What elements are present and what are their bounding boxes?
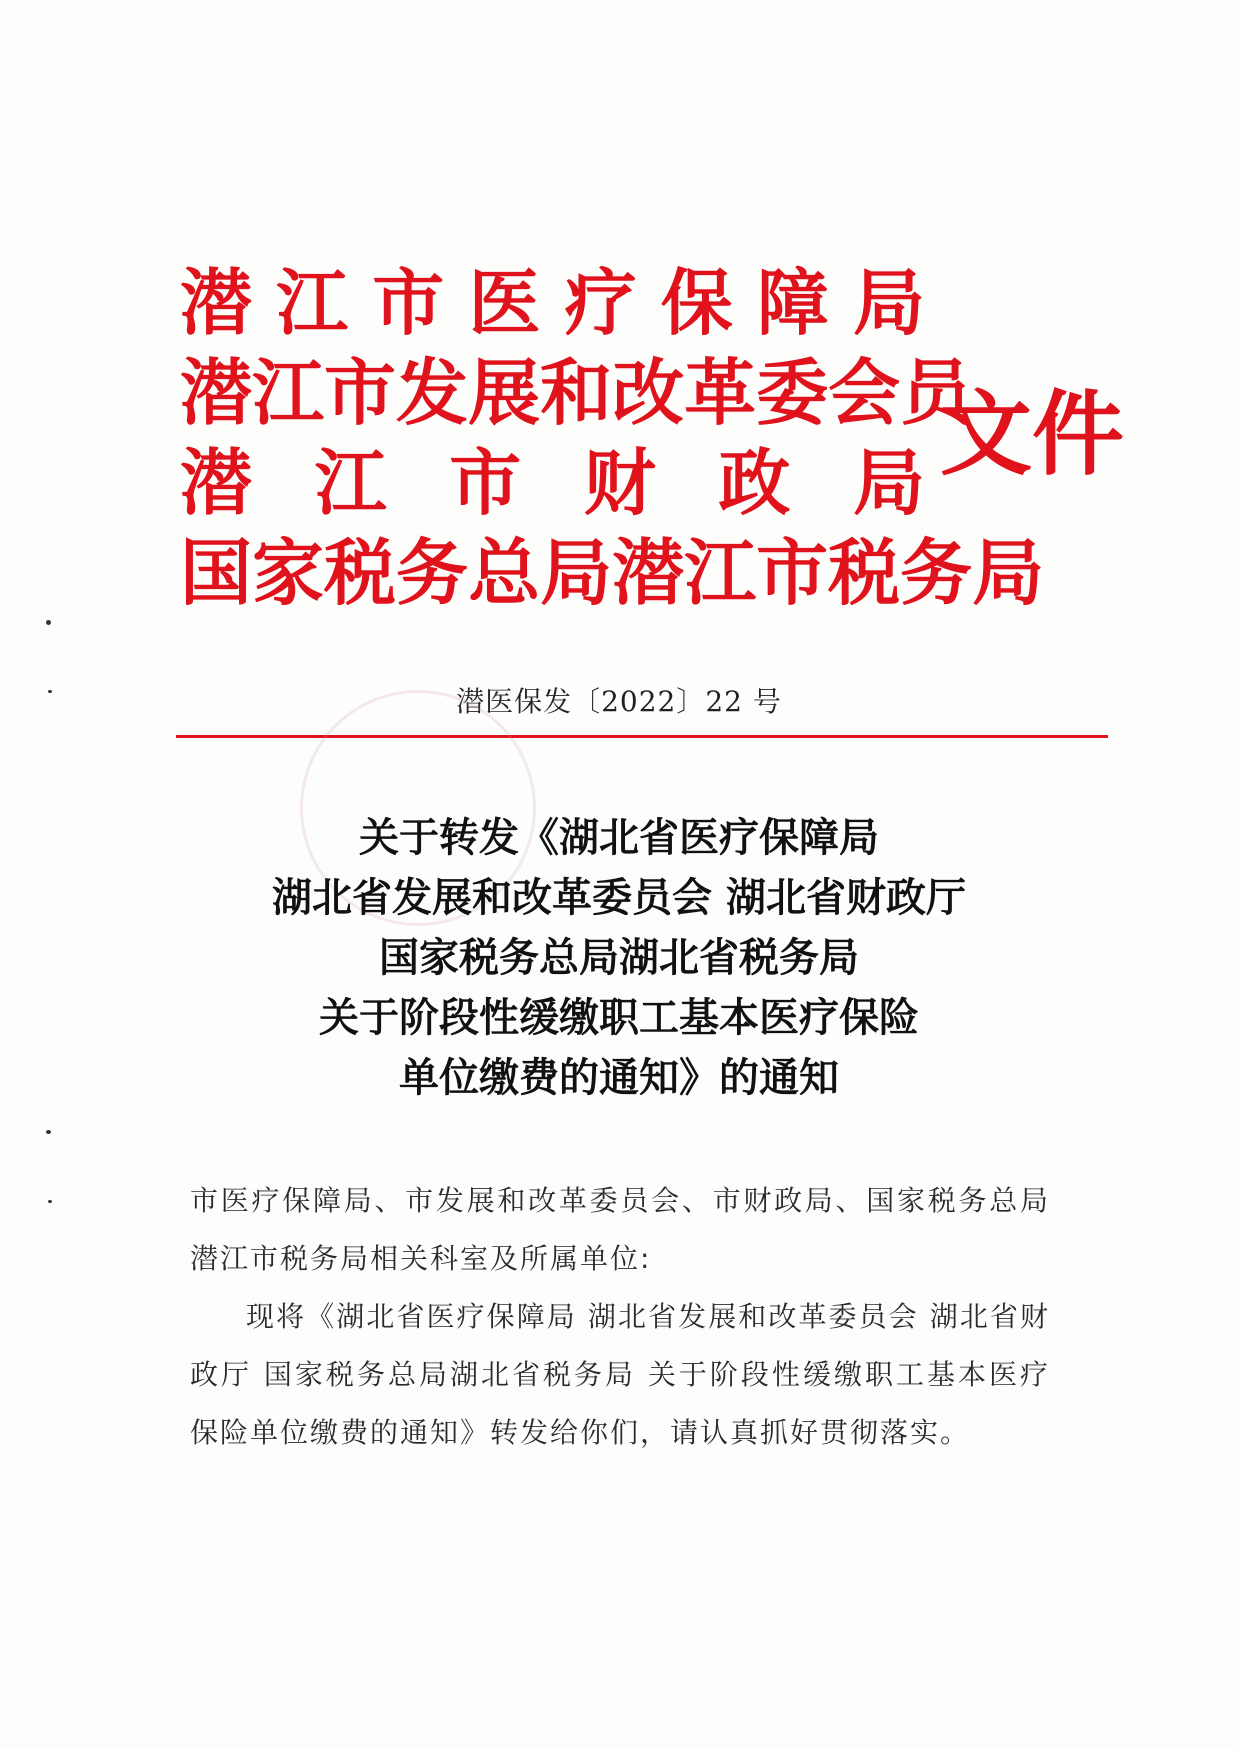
- issuer-char: 潜: [612, 530, 685, 615]
- issuer-char: 税: [828, 530, 901, 615]
- issuer-char: 江: [252, 350, 325, 435]
- issuer-char: 革: [684, 350, 757, 435]
- issuer-char: 市: [372, 260, 445, 345]
- red-divider: [176, 735, 1108, 738]
- issuer-line-2: [180, 350, 973, 435]
- issuer-char: 务: [396, 530, 469, 615]
- issuer-char: 委: [756, 350, 829, 435]
- issuer-char: 财: [583, 440, 656, 525]
- issuer-char: 局: [540, 530, 613, 615]
- issuer-char: 税: [324, 530, 397, 615]
- scan-speck: [46, 620, 51, 625]
- issuer-char: 员: [900, 350, 973, 435]
- issuer-char: 市: [756, 530, 829, 615]
- title-line: 关于转发《湖北省医疗保障局: [359, 814, 879, 861]
- issuer-char: 局: [972, 530, 1045, 615]
- title-line: 国家税务总局湖北省税务局: [379, 934, 859, 981]
- issuer-line-4: [180, 530, 1045, 615]
- document-body: [190, 1172, 1050, 1462]
- issuer-char: 医: [468, 260, 541, 345]
- title-line: 湖北省发展和改革委员会 湖北省财政厅: [272, 874, 966, 921]
- issuer-header: [180, 260, 1125, 622]
- issuer-char: 改: [612, 350, 685, 435]
- issuer-char: 局: [852, 440, 925, 525]
- document-type-suffix: 文件: [940, 380, 1125, 488]
- issuer-line-3: [180, 442, 925, 524]
- document-number: 潜医保发〔2022〕22 号: [456, 685, 782, 718]
- issuer-char: 障: [756, 260, 829, 345]
- issuer-char: 家: [252, 530, 325, 615]
- issuer-char: 疗: [564, 260, 637, 345]
- issuer-char: 保: [660, 260, 733, 345]
- issuer-char: 展: [468, 350, 541, 435]
- issuer-char: 国: [180, 530, 253, 615]
- body-paragraph: 现将《湖北省医疗保障局 湖北省发展和改革委员会 湖北省财政厅 国家税务总局湖北省税务局 关于阶段性缓缴职工基本医疗保险单位缴费的通知》转发给你们，请认真抓好贯彻落实。: [190, 1300, 1050, 1449]
- issuer-char: 总: [468, 530, 541, 615]
- issuer-char: 潜: [180, 350, 253, 435]
- issuer-line-1: [180, 262, 925, 344]
- issuer-char: 务: [900, 530, 973, 615]
- addressee: 市医疗保障局、市发展和改革委员会、市财政局、国家税务总局潜江市税务局相关科室及所属单位:: [190, 1184, 1050, 1275]
- issuer-char: 市: [324, 350, 397, 435]
- issuer-char: 江: [276, 260, 349, 345]
- title-line: 单位缴费的通知》的通知: [399, 1054, 839, 1101]
- issuer-char: 政: [718, 440, 791, 525]
- issuer-char: 潜: [180, 260, 253, 345]
- issuer-char: 和: [540, 350, 613, 435]
- issuer-char: 江: [314, 440, 387, 525]
- issuer-char: 江: [684, 530, 757, 615]
- issuer-char: 发: [396, 350, 469, 435]
- issuer-char: 市: [449, 440, 522, 525]
- scan-speck: [48, 690, 52, 693]
- issuer-char: 潜: [180, 440, 253, 525]
- issuer-char: 会: [828, 350, 901, 435]
- scan-speck: [46, 1130, 51, 1134]
- scan-speck: [48, 1200, 52, 1203]
- issuer-char: 局: [852, 260, 925, 345]
- document-title: [0, 808, 1238, 1108]
- title-line: 关于阶段性缓缴职工基本医疗保险: [319, 994, 919, 1041]
